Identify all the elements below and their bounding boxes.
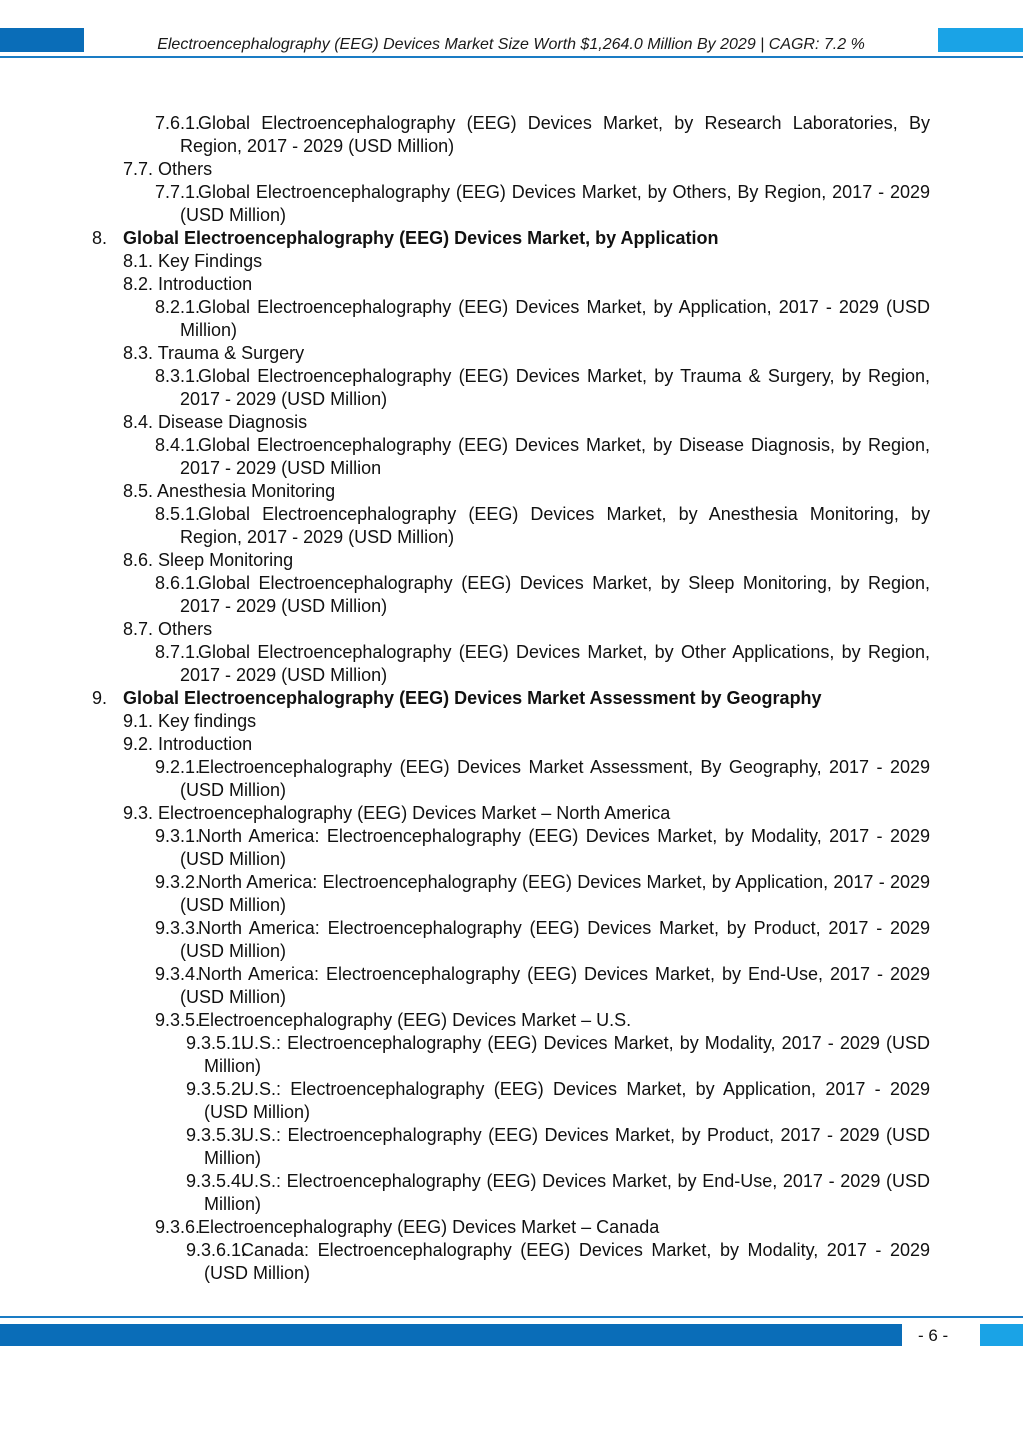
toc-entry-number: 9.2.1. <box>155 757 201 777</box>
toc-entry-text: Global Electroencephalography (EEG) Devices Market, by Others, By Region, 2017 - 2029 (USD Million) <box>180 182 930 225</box>
toc-entry <box>0 181 1023 227</box>
toc-entry <box>0 480 1023 503</box>
toc-entry <box>0 917 1023 963</box>
toc-entry <box>0 1170 1023 1216</box>
toc-entry-number: 9.3.6. <box>155 1217 201 1237</box>
toc-entry <box>0 1009 1023 1032</box>
toc-entry-text: Global Electroencephalography (EEG) Devices Market, by Other Applications, by Region, 2017 - 2029 (USD Million) <box>180 642 930 685</box>
toc-entry-number: 8.3. <box>123 343 154 363</box>
toc-entry-number: 9.3.4. <box>155 964 201 984</box>
toc-entry-text: Global Electroencephalography (EEG) Devices Market, by Sleep Monitoring, by Region, 2017 - 2029 (USD Million) <box>180 573 930 616</box>
toc-entry-number: 8. <box>92 228 108 248</box>
toc-entry-number: 9.3.6.1. <box>186 1240 247 1260</box>
toc-entry <box>0 434 1023 480</box>
toc-entry-number: 8.2.1. <box>155 297 201 317</box>
toc-entry <box>0 365 1023 411</box>
toc-entry <box>0 871 1023 917</box>
toc-entry <box>0 549 1023 572</box>
toc-entry-text: Global Electroencephalography (EEG) Devices Market, by Application, 2017 - 2029 (USD Million) <box>180 297 930 340</box>
toc-entry-text: Others <box>158 159 213 179</box>
toc-entry-number: 8.4. <box>123 412 154 432</box>
toc-entry <box>0 158 1023 181</box>
toc-entry <box>0 733 1023 756</box>
toc-entry-number: 9.3.3. <box>155 918 201 938</box>
toc-entry-text: Electroencephalography (EEG) Devices Market – Canada <box>198 1217 660 1237</box>
toc-entry-number: 9.3.5.3. <box>186 1125 247 1145</box>
toc-entry-number: 8.4.1. <box>155 435 201 455</box>
toc-entry-number: 9.3.5.2. <box>186 1079 247 1099</box>
toc-entry-text: U.S.: Electroencephalography (EEG) Devices Market, by Product, 2017 - 2029 (USD Million) <box>204 1125 930 1168</box>
toc-entry-number: 7.7.1. <box>155 182 201 202</box>
toc-entry <box>0 1078 1023 1124</box>
toc-entry-text: Introduction <box>158 274 253 294</box>
footer-bar <box>0 1324 902 1346</box>
toc-entry-number: 9.3.1. <box>155 826 201 846</box>
header-accent-left <box>0 28 84 52</box>
toc-entry <box>0 687 1023 710</box>
toc-entry <box>0 802 1023 825</box>
toc-entry-number: 9.3.2. <box>155 872 201 892</box>
toc-entry-text: Disease Diagnosis <box>158 412 308 432</box>
toc-entry-text: North America: Electroencephalography (EEG) Devices Market, by Product, 2017 - 2029 (USD Million) <box>180 918 930 961</box>
toc-entry-number: 8.2. <box>123 274 154 294</box>
toc-entry <box>0 273 1023 296</box>
page-number: - 6 - <box>918 1326 949 1345</box>
header-rule <box>0 56 1023 58</box>
toc-entry-text: Key findings <box>158 711 257 731</box>
toc-entry-text: U.S.: Electroencephalography (EEG) Devices Market, by Modality, 2017 - 2029 (USD Million) <box>204 1033 930 1076</box>
toc-entry-text: North America: Electroencephalography (EEG) Devices Market, by Modality, 2017 - 2029 (USD Million) <box>180 826 930 869</box>
toc-entry <box>0 710 1023 733</box>
toc-entry-number: 9.3.5. <box>155 1010 201 1030</box>
table-of-contents <box>0 112 1023 1285</box>
toc-entry-text: U.S.: Electroencephalography (EEG) Devices Market, by End-Use, 2017 - 2029 (USD Million) <box>204 1171 930 1214</box>
toc-entry <box>0 296 1023 342</box>
toc-entry <box>0 1124 1023 1170</box>
toc-entry-number: 7.6.1. <box>155 113 201 133</box>
toc-entry-text: Others <box>158 619 213 639</box>
toc-entry-number: 8.5. <box>123 481 154 501</box>
toc-entry-number: 9. <box>92 688 108 708</box>
toc-entry-text: Electroencephalography (EEG) Devices Market Assessment, By Geography, 2017 - 2029 (USD Million) <box>180 757 930 800</box>
toc-entry-number: 8.7. <box>123 619 154 639</box>
toc-entry <box>0 1032 1023 1078</box>
toc-entry-number: 8.3.1. <box>155 366 201 386</box>
page-header-title: Electroencephalography (EEG) Devices Market Size Worth $1,264.0 Million By 2029 | CAGR: 7.2 % <box>157 36 865 53</box>
toc-entry-text: Electroencephalography (EEG) Devices Market – North America <box>158 803 671 823</box>
header-accent-right <box>938 28 1023 52</box>
toc-entry-text: U.S.: Electroencephalography (EEG) Devices Market, by Application, 2017 - 2029 (USD Million) <box>204 1079 930 1122</box>
footer-rule <box>0 1316 1023 1318</box>
toc-entry <box>0 342 1023 365</box>
toc-entry-text: Global Electroencephalography (EEG) Devices Market, by Research Laboratories, By Region, 2017 - 2029 (USD Million) <box>180 113 930 156</box>
toc-entry-number: 8.7.1. <box>155 642 201 662</box>
toc-entry-number: 9.3. <box>123 803 154 823</box>
toc-entry-text: Global Electroencephalography (EEG) Devices Market, by Trauma & Surgery, by Region, 2017 - 2029 (USD Million) <box>180 366 930 409</box>
toc-entry-number: 9.2. <box>123 734 154 754</box>
toc-entry-text: Anesthesia Monitoring <box>157 481 336 501</box>
toc-entry-text: Global Electroencephalography (EEG) Devices Market Assessment by Geography <box>123 688 822 708</box>
toc-entry-text: North America: Electroencephalography (EEG) Devices Market, by End-Use, 2017 - 2029 (USD Million) <box>180 964 930 1007</box>
toc-entry-number: 8.6. <box>123 550 154 570</box>
toc-entry-text: North America: Electroencephalography (EEG) Devices Market, by Application, 2017 - 2029 (USD Million) <box>180 872 930 915</box>
toc-entry <box>0 503 1023 549</box>
toc-entry-number: 9.3.5.4. <box>186 1171 247 1191</box>
toc-entry <box>0 618 1023 641</box>
toc-entry <box>0 411 1023 434</box>
toc-entry <box>0 227 1023 250</box>
footer-accent-right <box>980 1324 1023 1346</box>
toc-entry-number: 7.7. <box>123 159 154 179</box>
toc-entry <box>0 250 1023 273</box>
toc-entry <box>0 1239 1023 1285</box>
toc-entry-text: Canada: Electroencephalography (EEG) Devices Market, by Modality, 2017 - 2029 (USD Million) <box>204 1240 930 1283</box>
toc-entry-text: Global Electroencephalography (EEG) Devices Market, by Application <box>123 228 719 248</box>
toc-entry <box>0 641 1023 687</box>
toc-entry-number: 8.1. <box>123 251 154 271</box>
toc-entry <box>0 963 1023 1009</box>
toc-entry-number: 8.5.1. <box>155 504 201 524</box>
toc-entry-text: Sleep Monitoring <box>158 550 294 570</box>
toc-entry <box>0 825 1023 871</box>
toc-entry-text: Introduction <box>158 734 253 754</box>
toc-entry-text: Trauma & Surgery <box>157 343 305 363</box>
toc-entry <box>0 572 1023 618</box>
toc-entry <box>0 756 1023 802</box>
toc-entry-text: Key Findings <box>158 251 263 271</box>
toc-entry-number: 8.6.1. <box>155 573 201 593</box>
toc-entry <box>0 112 1023 158</box>
toc-entry-text: Global Electroencephalography (EEG) Devices Market, by Anesthesia Monitoring, by Region, 2017 - 2029 (USD Million) <box>180 504 930 547</box>
toc-entry-text: Global Electroencephalography (EEG) Devices Market, by Disease Diagnosis, by Region, 2017 - 2029 (USD Million <box>180 435 930 478</box>
toc-entry-number: 9.3.5.1. <box>186 1033 247 1053</box>
toc-entry <box>0 1216 1023 1239</box>
toc-entry-text: Electroencephalography (EEG) Devices Market – U.S. <box>198 1010 632 1030</box>
toc-entry-number: 9.1. <box>123 711 154 731</box>
